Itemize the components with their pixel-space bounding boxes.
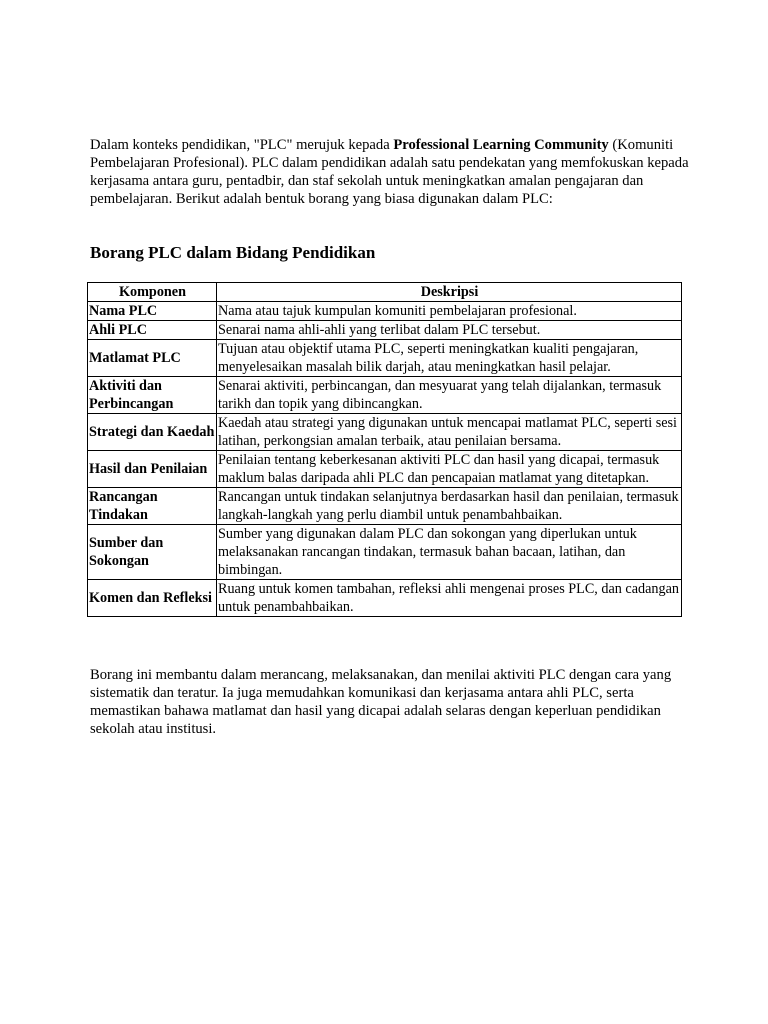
intro-text-after: (Komuniti Pembelajaran Profesional). PLC dalam pendidikan adalah satu pendekatan yang memfokuskan kepada kerjasama antara guru, pentadbir, dan staf sekolah untuk meningkatkan amalan pengajaran dan pembelajaran. Berikut adalah bentuk borang yang biasa digunakan dalam PLC:: [90, 137, 689, 207]
deskripsi-cell: Senarai aktiviti, perbincangan, dan mesyuarat yang telah dijalankan, termasuk tarikh dan topik yang dibincangkan.: [217, 377, 682, 414]
table-row: [88, 488, 682, 525]
table-row: [88, 377, 682, 414]
header-deskripsi: Deskripsi: [217, 283, 682, 302]
komponen-cell: Ahli PLC: [88, 321, 217, 340]
komponen-cell: Strategi dan Kaedah: [88, 414, 217, 451]
intro-bold-term: Professional Learning Community: [393, 137, 609, 153]
closing-paragraph: Borang ini membantu dalam merancang, melaksanakan, dan menilai aktiviti PLC dengan cara yang sistematik dan teratur. Ia juga memudahkan komunikasi dan kerjasama antara ahli PLC, serta memastikan bahawa matlamat dan hasil yang dicapai adalah selaras dengan keperluan pendidikan sekolah atau institusi.: [90, 667, 672, 737]
table-row: [88, 302, 682, 321]
intro-text-before: Dalam konteks pendidikan, "PLC" merujuk kepada: [90, 137, 394, 153]
plc-form-table: [87, 282, 682, 617]
deskripsi-cell: Rancangan untuk tindakan selanjutnya berdasarkan hasil dan penilaian, termasuk langkah-langkah yang perlu diambil untuk penambahbaikan.: [217, 488, 682, 525]
deskripsi-cell: Penilaian tentang keberkesanan aktiviti PLC dan hasil yang dicapai, termasuk maklum balas daripada ahli PLC dan pencapaian matlamat yang ditetapkan.: [217, 451, 682, 488]
deskripsi-cell: Senarai nama ahli-ahli yang terlibat dalam PLC tersebut.: [217, 321, 682, 340]
komponen-cell: Aktiviti dan Perbincangan: [88, 377, 217, 414]
table-row: [88, 451, 682, 488]
intro-paragraph: [90, 136, 690, 208]
komponen-cell: Hasil dan Penilaian: [88, 451, 217, 488]
table-header-row: [88, 283, 682, 302]
komponen-cell: Sumber dan Sokongan: [88, 525, 217, 580]
table-row: [88, 414, 682, 451]
deskripsi-cell: Kaedah atau strategi yang digunakan untuk mencapai matlamat PLC, seperti sesi latihan, perkongsian amalan terbaik, atau penilaian bersama.: [217, 414, 682, 451]
table-row: [88, 321, 682, 340]
header-komponen: Komponen: [88, 283, 217, 302]
deskripsi-cell: Tujuan atau objektif utama PLC, seperti meningkatkan kualiti pengajaran, menyelesaikan masalah bilik darjah, atau meningkatkan hasil pelajar.: [217, 340, 682, 377]
table-row: [88, 580, 682, 617]
komponen-cell: Matlamat PLC: [88, 340, 217, 377]
komponen-cell: Komen dan Refleksi: [88, 580, 217, 617]
table-row: [88, 340, 682, 377]
section-heading: Borang PLC dalam Bidang Pendidikan: [90, 243, 376, 262]
deskripsi-cell: Sumber yang digunakan dalam PLC dan sokongan yang diperlukan untuk melaksanakan rancangan tindakan, termasuk bahan bacaan, latihan, dan bimbingan.: [217, 525, 682, 580]
deskripsi-cell: Nama atau tajuk kumpulan komuniti pembelajaran profesional.: [217, 302, 682, 321]
komponen-cell: Rancangan Tindakan: [88, 488, 217, 525]
table-row: [88, 525, 682, 580]
deskripsi-cell: Ruang untuk komen tambahan, refleksi ahli mengenai proses PLC, dan cadangan untuk penambahbaikan.: [217, 580, 682, 617]
komponen-cell: Nama PLC: [88, 302, 217, 321]
